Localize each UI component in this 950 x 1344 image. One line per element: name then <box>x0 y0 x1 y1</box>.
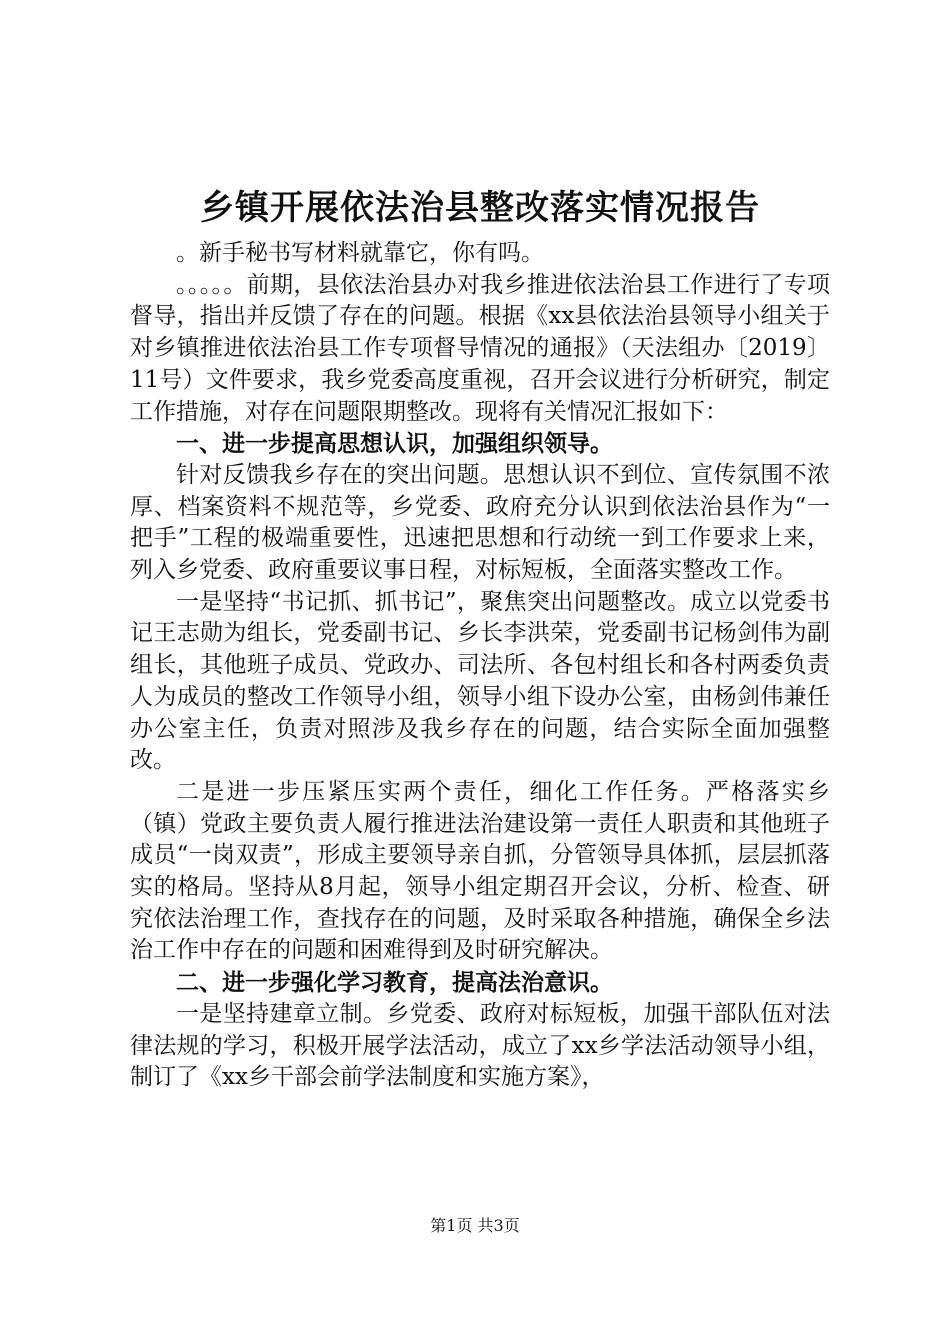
document-title: 乡镇开展依法治县整改落实情况报告 <box>200 188 760 228</box>
body-paragraph: 一是坚持“书记抓、抓书记”，聚焦突出问题整改。成立以党委书记王志勋为组长，党委副书记、乡长李洪荣，党委副书记杨剑伟为副组长，其他班子成员、党政办、司法所、各包村组长和各村两委负责人为成员的整改工作领导小组，领导小组下设办公室，由杨剑伟兼任办公室主任，负责对照涉及我乡存在的问题，结合实际全面加强整改。 <box>130 588 830 774</box>
body-paragraph: 针对反馈我乡存在的突出问题。思想认识不到位、宣传氛围不浓厚、档案资料不规范等，乡党委、政府充分认识到依法治县作为“一把手”工程的极端重要性，迅速把思想和行动统一到工作要求上来，列入乡党委、政府重要议事日程，对标短板，全面落实整改工作。 <box>130 461 830 584</box>
section-heading-1: 一、进一步提高思想认识，加强组织领导。 <box>176 430 613 458</box>
preface-paragraph: 。。。。。前期，县依法治县办对我乡推进依法治县工作进行了专项督导，指出并反馈了存在的问题。根据《xx县依法治县领导小组关于对乡镇推进依法治县工作专项督导情况的通报》（天法组办〔2019〕11号）文件要求，我乡党委高度重视，召开会议进行分析研究，制定工作措施，对存在问题限期整改。现将有关情况汇报如下： <box>130 271 830 425</box>
section-heading-2: 二、进一步强化学习教育，提高法治意识。 <box>176 969 613 997</box>
body-paragraph: 一是坚持建章立制。乡党委、政府对标短板，加强干部队伍对法律法规的学习，积极开展学法活动，成立了xx乡学法活动领导小组，制订了《xx乡干部会前学法制度和实施方案》， <box>130 1000 830 1091</box>
document-page <box>130 180 830 1094</box>
body-paragraph: 二是进一步压紧压实两个责任，细化工作任务。严格落实乡（镇）党政主要负责人履行推进法治建设第一责任人职责和其他班子成员“一岗双责”，形成主要领导亲自抓，分管领导具体抓，层层抓落实的格局。坚持从8月起，领导小组定期召开会议，分析、检查、研究依法治理工作，查找存在的问题，及时采取各种措施，确保全乡法治工作中存在的问题和困难得到及时研究解决。 <box>130 778 830 964</box>
intro-line: 。新手秘书写材料就靠它，你有吗。 <box>176 240 544 266</box>
page-number-footer: 第1页 共3页 <box>430 1216 520 1235</box>
